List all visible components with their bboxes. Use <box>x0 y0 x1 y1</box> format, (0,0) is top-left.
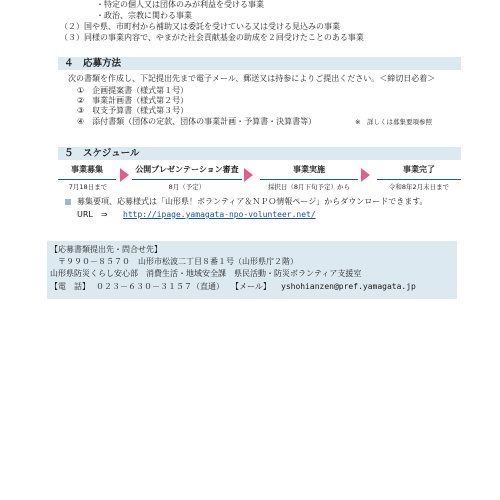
schedule-step-3 <box>260 163 358 180</box>
doc-item-3: ③ 収支予算書（様式第３号） <box>77 106 189 115</box>
eligibility-item-2: （２）国や県、市町村から補助又は委託を受けている又は受ける見込みの事業 <box>60 22 340 31</box>
eligibility-item-3: （３）同様の事業内容で、やまがた社会貢献基金の助成を２回受けたことのある事業 <box>60 33 364 42</box>
doc-item-4: ④ 添付書類（団体の定款、団体の事業計画・予算書・決算書等） <box>77 117 317 126</box>
section-5-title: ５ スケジュール <box>64 148 140 159</box>
doc-item-2: ② 事業計画書（様式第２号） <box>77 96 189 105</box>
contact-address: 〒９９０－８５７０ 山形市松波二丁目８番１号（山形県庁２階） <box>58 257 298 266</box>
contact-email[interactable]: yshohianzen@pref.yamagata.jp <box>281 282 416 291</box>
schedule-step-2-sub: 8月（予定） <box>168 183 206 191</box>
section-4-header <box>58 57 461 70</box>
url-label: URL ⇒ <box>77 210 108 219</box>
schedule-step-3-sub: 採択日（8月下旬予定）から <box>267 183 351 191</box>
eligibility-line-a: ・特定の個人又は団体のみが利益を受ける事業 <box>96 0 264 9</box>
schedule-step-2-label: 公開プレゼンテーション審査 <box>135 165 239 174</box>
schedule-step-2 <box>132 163 242 180</box>
schedule-step-1 <box>58 163 116 180</box>
contact-org: 山形県防災くらし安心部 消費生活・地域安全課 県民活動・防災ボランティア支援室 <box>50 269 362 278</box>
arrow-icon <box>120 168 129 182</box>
download-text: 募集要項、応募様式は「山形県！ボランティア＆ＮＰＯ情報ページ」からダウンロードできます。 <box>77 197 428 206</box>
contact-phone-label: 【電 話】 <box>50 282 90 291</box>
arrow-icon <box>244 168 253 182</box>
eligibility-line-b: ・政治、宗教に関わる事業 <box>96 11 192 20</box>
section-4-title: ４ 応募方法 <box>64 58 122 69</box>
bullet-square-icon <box>65 199 71 205</box>
schedule-step-4-sub: 令和8年2月末日まで <box>388 183 450 191</box>
schedule-step-3-label: 事業実施 <box>293 165 325 174</box>
contact-phone: ０２３－６３０－３１５７（直通） <box>96 282 224 291</box>
schedule-step-4 <box>377 163 461 180</box>
arrow-icon <box>361 168 370 182</box>
doc-item-1: ① 企画提案書（様式第１号） <box>77 86 189 95</box>
contact-mail-label: 【メール】 <box>231 282 271 291</box>
schedule-step-1-sub: 7月18日まで <box>68 183 108 191</box>
schedule-step-1-label: 事業募集 <box>71 165 103 174</box>
download-link[interactable]: http://ipage.yamagata-npo-volunteer.net/ <box>123 210 316 219</box>
contact-heading: 【応募書類提出先・問合せ先】 <box>50 245 162 254</box>
doc-note: ※ 詳しくは募集要項参照 <box>355 118 432 126</box>
section-4-intro: 次の書類を作成し、下記提出先まで電子メール、郵送又は持参によりご提出ください。＜締切日必着＞ <box>68 74 436 83</box>
schedule-step-4-label: 事業完了 <box>403 165 435 174</box>
section-5-header <box>58 147 461 160</box>
